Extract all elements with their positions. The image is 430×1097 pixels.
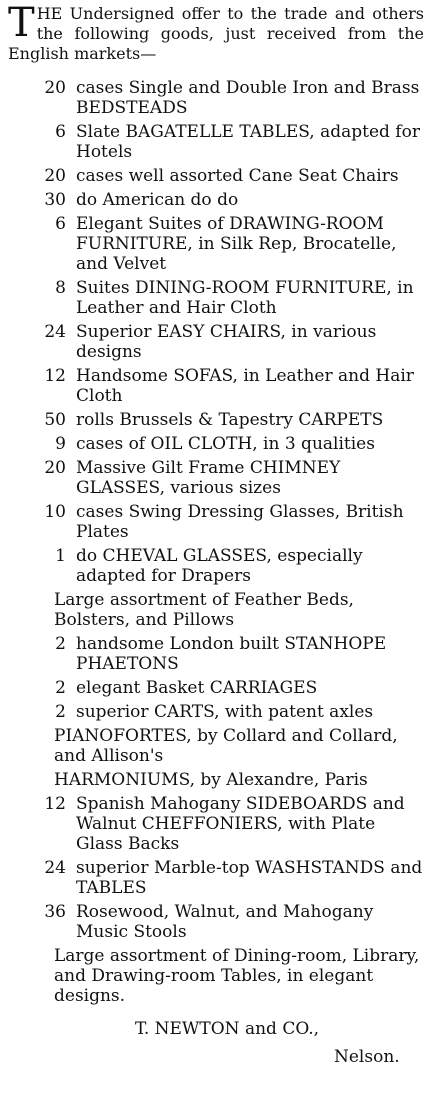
item-description: cases Swing Dressing Glasses, British Plates xyxy=(76,502,404,542)
item-quantity: 12 xyxy=(44,366,66,386)
list-item xyxy=(0,190,430,210)
list-item xyxy=(0,702,430,722)
list-item xyxy=(0,634,430,674)
item-description: Suites DINING-ROOM FURNITURE, in Leather and Hair Cloth xyxy=(76,278,414,318)
list-item xyxy=(0,458,430,498)
item-quantity: 2 xyxy=(55,678,66,698)
item-description: HARMONIUMS, by Alexandre, Paris xyxy=(54,770,368,790)
list-item xyxy=(0,726,430,766)
goods-list xyxy=(0,78,430,1010)
item-quantity: 9 xyxy=(55,434,66,454)
item-quantity: 1 xyxy=(55,546,66,566)
item-quantity: 2 xyxy=(55,702,66,722)
item-description: cases of OIL CLOTH, in 3 qualities xyxy=(76,434,375,454)
item-description: cases well assorted Cane Seat Chairs xyxy=(76,166,399,186)
list-item xyxy=(0,78,430,118)
merchant-location: Nelson. xyxy=(334,1047,400,1067)
item-description: handsome London built STANHOPE PHAETONS xyxy=(76,634,387,674)
item-quantity: 12 xyxy=(44,794,66,814)
item-quantity: 8 xyxy=(55,278,66,298)
item-description: rolls Brussels & Tapestry CARPETS xyxy=(76,410,384,430)
intro-paragraph xyxy=(8,0,424,64)
item-quantity: 36 xyxy=(44,902,66,922)
item-quantity: 6 xyxy=(55,122,66,142)
list-item xyxy=(0,278,430,318)
item-description: Handsome SOFAS, in Leather and Hair Cloth xyxy=(76,366,414,406)
list-item xyxy=(0,502,430,542)
list-item xyxy=(0,410,430,430)
drop-cap-letter: T xyxy=(8,0,35,46)
item-description: Large assortment of Feather Beds, Bolsters, and Pillows xyxy=(54,590,354,630)
item-description: superior CARTS, with patent axles xyxy=(76,702,374,722)
item-description: Massive Gilt Frame CHIMNEY GLASSES, various sizes xyxy=(76,458,341,498)
merchant-name: T. NEWTON and CO., xyxy=(135,1019,320,1039)
item-description: PIANOFORTES, by Collard and Collard, and Allison's xyxy=(54,726,398,766)
item-quantity: 20 xyxy=(44,458,66,478)
item-description: Spanish Mahogany SIDEBOARDS and Walnut CHEFFONIERS, with Plate Glass Backs xyxy=(76,794,405,854)
intro-text: HE Undersigned offer to the trade and others the following goods, just received from the English markets— xyxy=(8,4,424,63)
item-description: Rosewood, Walnut, and Mahogany Music Stools xyxy=(76,902,374,942)
list-item xyxy=(0,902,430,942)
list-item xyxy=(0,590,430,630)
list-item xyxy=(0,678,430,698)
item-description: do CHEVAL GLASSES, especially adapted for Drapers xyxy=(76,546,363,586)
list-item xyxy=(0,214,430,274)
list-item xyxy=(0,122,430,162)
item-description: superior Marble-top WASHSTANDS and TABLES xyxy=(76,858,423,898)
item-quantity: 20 xyxy=(44,166,66,186)
item-quantity: 24 xyxy=(44,322,66,342)
item-description: Elegant Suites of DRAWING-ROOM FURNITURE, in Silk Rep, Brocatelle, and Velvet xyxy=(76,214,397,274)
list-item xyxy=(0,322,430,362)
item-description: cases Single and Double Iron and Brass BEDSTEADS xyxy=(76,78,420,118)
item-description: elegant Basket CARRIAGES xyxy=(76,678,318,698)
list-item xyxy=(0,166,430,186)
item-quantity: 24 xyxy=(44,858,66,878)
item-description: Large assortment of Dining-room, Library, and Drawing-room Tables, in elegant designs. xyxy=(54,946,420,1006)
item-quantity: 10 xyxy=(44,502,66,522)
item-description: Slate BAGATELLE TABLES, adapted for Hotels xyxy=(76,122,420,162)
list-item xyxy=(0,946,430,1006)
list-item xyxy=(0,794,430,854)
item-quantity: 6 xyxy=(55,214,66,234)
item-quantity: 30 xyxy=(44,190,66,210)
list-item xyxy=(0,546,430,586)
list-item xyxy=(0,770,430,790)
item-quantity: 20 xyxy=(44,78,66,98)
item-quantity: 50 xyxy=(44,410,66,430)
item-description: do American do do xyxy=(76,190,239,210)
item-description: Superior EASY CHAIRS, in various designs xyxy=(76,322,377,362)
list-item xyxy=(0,366,430,406)
list-item xyxy=(0,858,430,898)
list-item xyxy=(0,434,430,454)
item-quantity: 2 xyxy=(55,634,66,654)
